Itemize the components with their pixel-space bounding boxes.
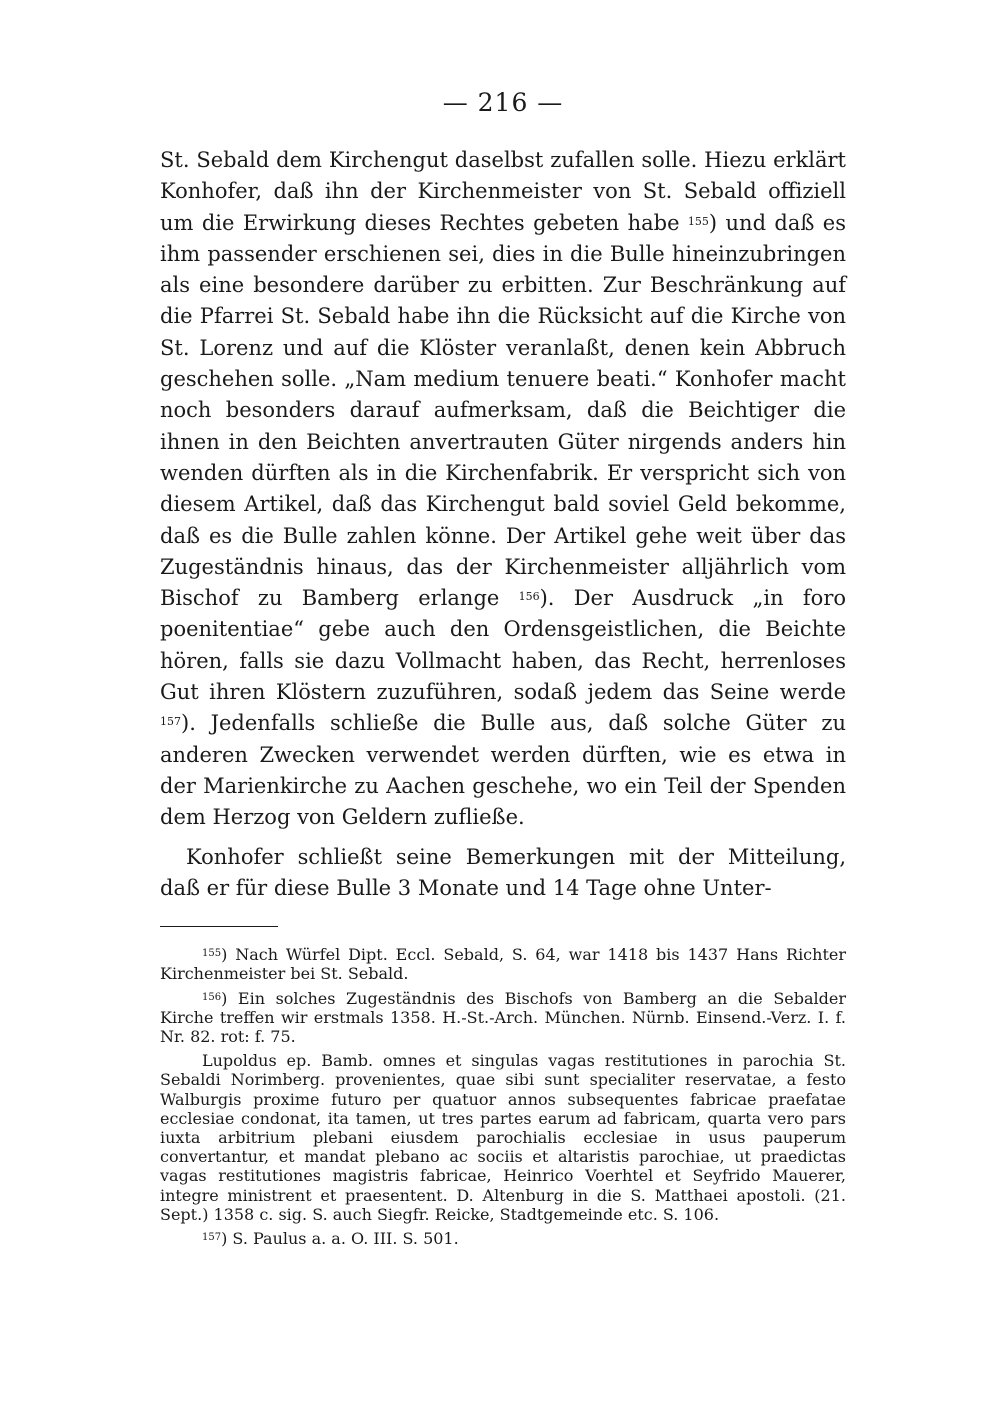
- footnote-155: [160, 945, 846, 983]
- page-number: — 216 —: [442, 88, 564, 117]
- paragraph-text: St. Sebald dem Kirchengut daselbst zufallen solle. Hiezu erklärt Konhofer, daß ihn der Kirchenmeister von St. Sebald offiziell um die Erwirkung dieses Rechtes gebeten habe: [160, 148, 846, 235]
- footnote-mark: 156: [202, 991, 222, 1003]
- paragraph-text: ). Jedenfalls schließe die Bulle aus, daß solche Güter zu anderen Zwecken verwendet werden dürften, wie es etwa in der Marienkirche zu Aachen geschehe, wo ein Teil der Spenden dem Herzog von Geldern zufließe.: [160, 711, 846, 830]
- footnote-156-continuation: Lupoldus ep. Bamb. omnes et singulas vagas restitutiones in parochia St. Sebaldi Norimberg. provenientes, quae sibi sunt specialiter reservatae, a festo Walburgis proxime futuro per quatuor annos subsequentes fabricae praefatae ecclesiae condonat, ita tamen, ut tres partes earum ad fabricam, quarta vero pars iuxta arbitrium plebani eiusdem parochialis ecclesiae in usus pauperum convertantur, et mandat plebano ac sociis et altaristis parochiae, ut praedictas vagas restitutiones magistris fabricae, Heinrico Voerhtel et Seyfrido Mauerer, integre ministrent et praesentent. D. Altenburg in die S. Matthaei apostoli. (21. Sept.) 1358 c. sig. S. auch Siegfr. Reicke, Stadtgemeinde etc. S. 106.: [160, 1051, 846, 1224]
- footnote-ref-156: 156: [518, 590, 540, 604]
- footnote-ref-155: 155: [687, 214, 709, 228]
- footnote-text: ) Nach Würfel Dipt. Eccl. Sebald, S. 64, war 1418 bis 1437 Hans Richter Kirchenmeister bei St. Sebald.: [160, 945, 846, 984]
- footnote-157: [160, 1229, 846, 1248]
- paragraph-text: ). Der Ausdruck „in foro poenitentiae“ gebe auch den Ordensgeistlichen, die Beichte hören, falls sie dazu Vollmacht haben, das Recht, herrenloses Gut ihren Klöstern zuzuführen, sodaß jedem das Seine werde: [160, 586, 846, 705]
- footnote-mark: 157: [202, 1231, 222, 1243]
- body-paragraph-2: Konhofer schließt seine Bemerkungen mit der Mitteilung, daß er für diese Bulle 3 Monate und 14 Tage ohne Unter-: [160, 844, 846, 900]
- footnote-text: ) S. Paulus a. a. O. III. S. 501.: [221, 1228, 459, 1248]
- body-paragraph-1: [160, 145, 846, 834]
- paragraph-text: ) und daß es ihm passender erschienen sei, dies in die Bulle hineinzubringen als eine besondere darüber zu erbitten. Zur Beschränkung auf die Pfarrei St. Sebald habe ihn die Rücksicht auf die Kirche von St. Lorenz und auf die Klöster veranlaßt, denen kein Abbruch geschehen solle. „Nam medium tenuere beati.“ Konhofer macht noch besonders darauf aufmerksam, daß die Beichtiger die ihnen in den Beichten anvertrauten Güter nirgends anders hin wenden dürften als in die Kirchenfabrik. Er verspricht sich von diesem Artikel, daß das Kirchengut bald soviel Geld bekomme, daß es die Bulle zahlen könne. Der Artikel gehe weit über das Zugeständnis hinaus, das der Kirchenmeister alljährlich vom Bischof zu Bamberg erlange: [160, 210, 846, 611]
- footnote-mark: 155: [202, 948, 222, 960]
- footnote-ref-157: 157: [160, 715, 181, 729]
- document-page: [160, 88, 846, 1253]
- footnote-156: [160, 989, 846, 1047]
- footnote-divider: [160, 926, 278, 927]
- footnote-text: ) Ein solches Zugeständnis des Bischofs von Bamberg an die Sebalder Kirche treffen wir erstmals 1358. H.-St.-Arch. München. Nürnb. Einsend.-Verz. I. f. Nr. 82. rot: f. 75.: [160, 988, 846, 1046]
